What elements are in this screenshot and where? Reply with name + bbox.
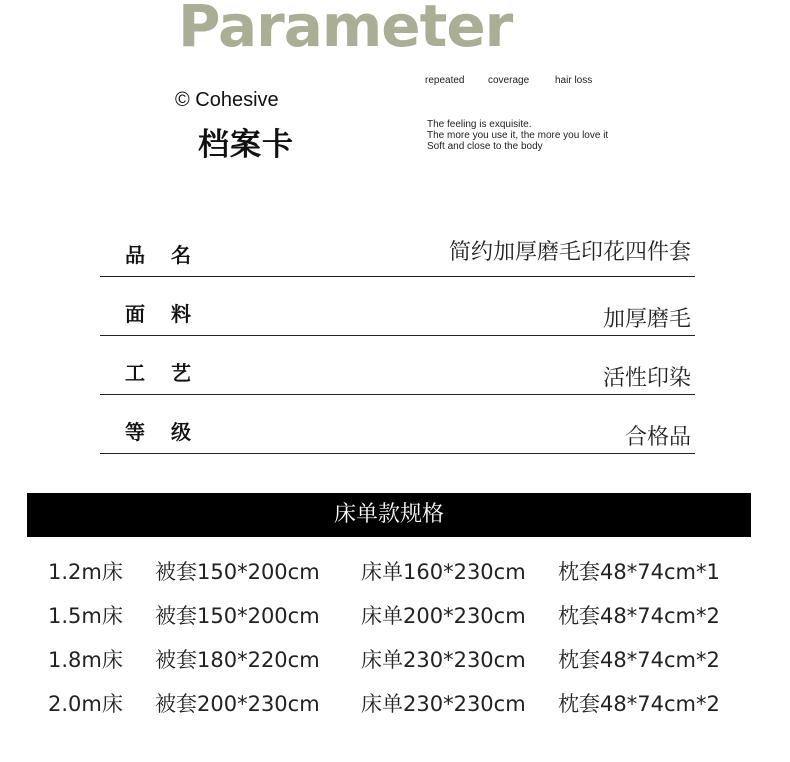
spec-row [0,600,790,644]
spec-bed-size: 1.2m床 [48,560,123,584]
parameter-table [100,232,695,468]
spec-bed-sheet: 床单230*230cm [361,692,526,716]
tagline-line: The feeling is exquisite. [427,119,532,130]
param-value: 合格品 [624,425,691,450]
page-title: Parameter [178,0,513,60]
spec-bed-size: 1.8m床 [48,648,123,672]
spec-duvet-cover: 被套150*200cm [155,604,320,628]
spec-bed-sheet: 床单230*230cm [361,648,526,672]
spec-row [0,644,790,688]
tag-repeated: repeated [425,75,465,86]
spec-duvet-cover: 被套200*230cm [155,692,320,716]
param-row-fabric [100,291,695,336]
spec-bed-size: 2.0m床 [48,692,123,716]
spec-pillowcase: 枕套48*74cm*2 [558,604,720,628]
param-value: 活性印染 [602,366,691,391]
spec-bed-sheet: 床单200*230cm [361,604,526,628]
param-row-process [100,350,695,395]
param-label: 品名 [125,243,217,267]
param-label: 等级 [125,420,217,444]
tag-hair-loss: hair loss [555,75,593,86]
spec-table [0,556,790,732]
spec-bed-size: 1.5m床 [48,604,123,628]
param-row-name [100,232,695,277]
param-label: 面料 [125,302,217,326]
spec-bed-sheet: 床单160*230cm [361,560,526,584]
card-title: 档案卡 [198,127,294,163]
spec-heading-banner: 床单款规格 [27,493,751,537]
tagline [427,119,608,152]
param-label: 工艺 [125,361,217,385]
spec-pillowcase: 枕套48*74cm*2 [558,692,720,716]
tagline-line: Soft and close to the body [427,141,543,152]
brand-name: © Cohesive [175,89,279,111]
spec-pillowcase: 枕套48*74cm*2 [558,648,720,672]
param-value: 加厚磨毛 [602,307,691,332]
spec-duvet-cover: 被套150*200cm [155,560,320,584]
spec-row [0,688,790,732]
spec-row [0,556,790,600]
param-row-grade [100,409,695,454]
spec-duvet-cover: 被套180*220cm [155,648,320,672]
tagline-line: The more you use it, the more you love it [427,130,609,141]
param-value: 简约加厚磨毛印花四件套 [448,240,691,265]
tag-coverage: coverage [488,75,530,86]
spec-pillowcase: 枕套48*74cm*1 [558,560,720,584]
